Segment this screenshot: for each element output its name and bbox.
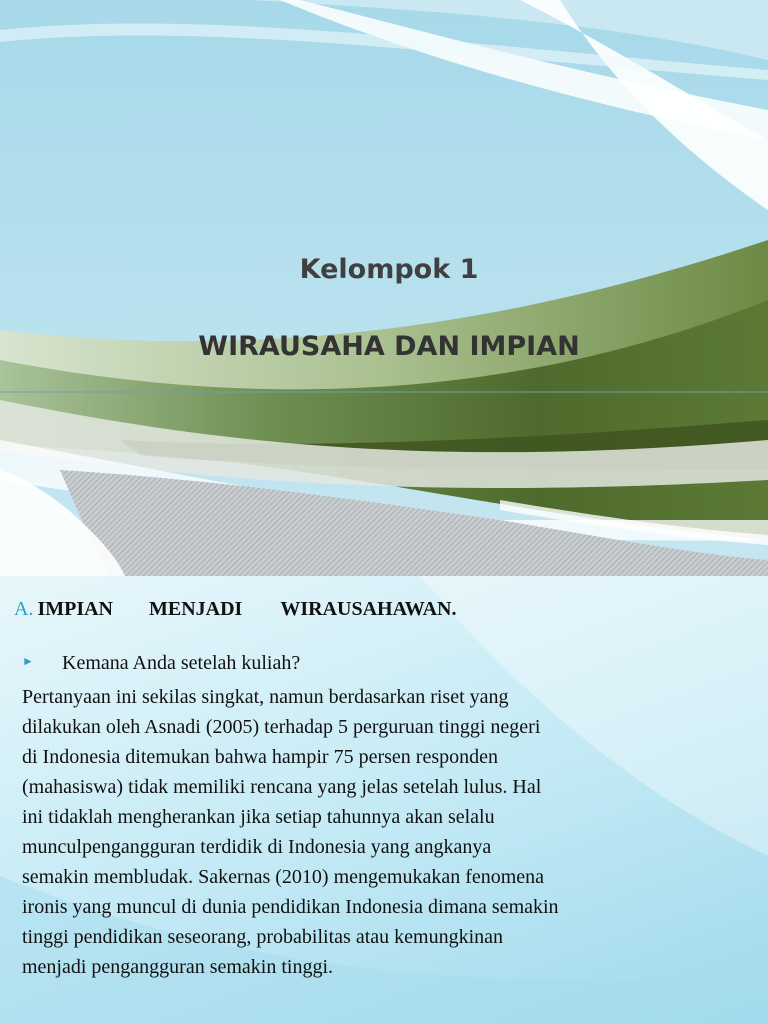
heading-marker: A. xyxy=(14,598,34,620)
content-slide xyxy=(0,576,768,1024)
bullet-text: Kemana Anda setelah kuliah? xyxy=(62,652,301,674)
paragraph-line: (mahasiswa) tidak memiliki rencana yang jelas setelah lulus. Hal xyxy=(22,776,542,798)
paragraph-line: ini tidaklah mengherankan jika setiap tahunnya akan selalu xyxy=(22,806,495,828)
heading-word: IMPIAN xyxy=(37,598,113,620)
paragraph-line: semakin membludak. Sakernas (2010) mengemukakan fenomena xyxy=(22,866,545,888)
paragraph-line: menjadi pengangguran semakin tinggi. xyxy=(22,956,334,978)
heading-word: WIRAUSAHAWAN. xyxy=(280,598,457,620)
section-heading xyxy=(14,598,754,621)
body-paragraph xyxy=(22,682,702,982)
heading-word: MENJADI xyxy=(149,598,243,620)
paragraph-line: Pertanyaan ini sekilas singkat, namun berdasarkan riset yang xyxy=(22,686,509,708)
paragraph-line: tinggi pendidikan seseorang, probabilitas atau kemungkinan xyxy=(22,926,503,948)
bullet-item xyxy=(22,652,300,675)
slide-subtitle: Kelompok 1 xyxy=(299,254,479,285)
paragraph-line: dilakukan oleh Asnadi (2005) terhadap 5 perguruan tinggi negeri xyxy=(22,716,541,738)
triangle-bullet-icon: ► xyxy=(22,654,34,668)
paragraph-line: ironis yang muncul di dunia pendidikan Indonesia dimana semakin xyxy=(22,896,559,918)
slide-title: WIRAUSAHA DAN IMPIAN xyxy=(198,331,580,362)
paragraph-line: di Indonesia ditemukan bahwa hampir 75 persen responden xyxy=(22,746,498,768)
paragraph-line: munculpengangguran terdidik di Indonesia yang angkanya xyxy=(22,836,492,858)
